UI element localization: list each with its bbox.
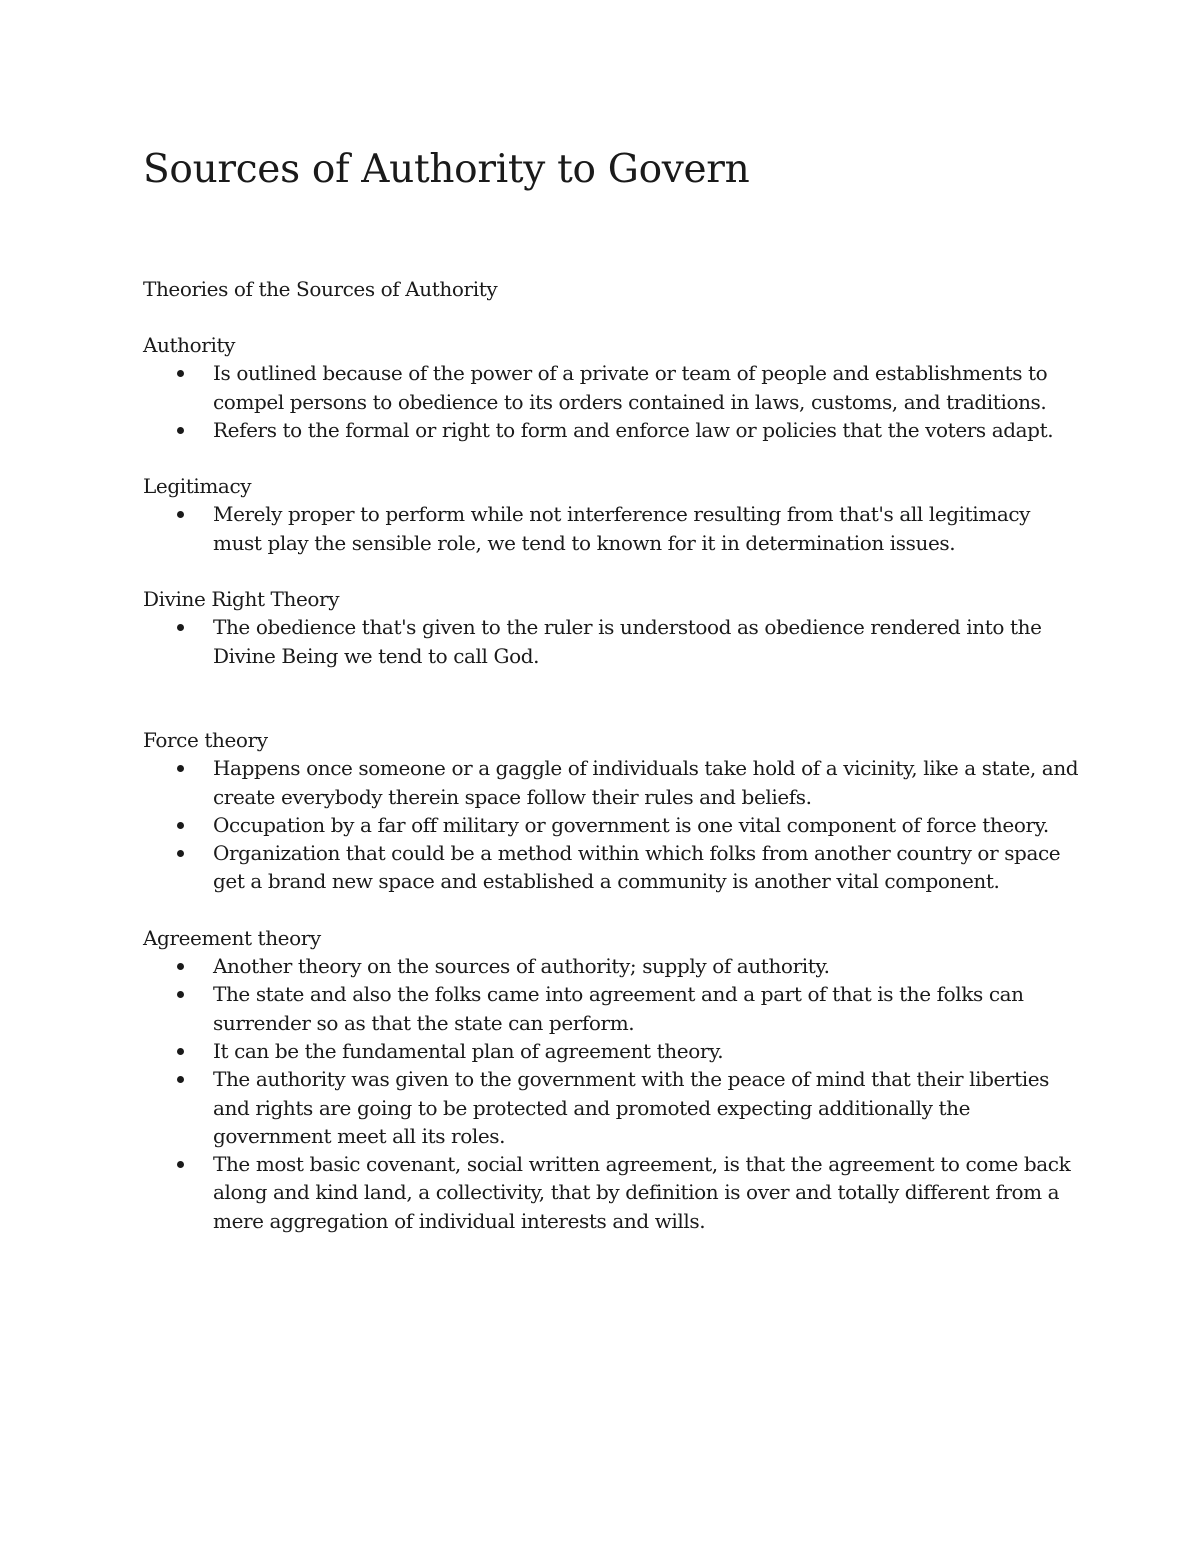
document-title: Sources of Authority to Govern <box>143 147 750 192</box>
bullet-item <box>143 416 1083 444</box>
bullet-item <box>143 811 1083 839</box>
bullet-text: The authority was given to the government with the peace of mind that their liberties and rights are going to be protected and promoted expecting additionally the government meet all its roles. <box>213 1067 1050 1148</box>
bullet-text: Happens once someone or a gaggle of individuals take hold of a vicinity, like a state, and create everybody therein space follow their rules and beliefs. <box>213 756 1079 809</box>
document-subtitle: Theories of the Sources of Authority <box>143 277 498 301</box>
section-heading: Force theory <box>143 727 268 752</box>
bullet-list <box>143 613 1083 670</box>
bullet-text: Refers to the formal or right to form and enforce law or policies that the voters adapt. <box>213 417 1054 442</box>
section-heading: Authority <box>143 333 235 357</box>
bullet-icon <box>177 991 184 998</box>
bullet-text: Occupation by a far off military or government is one vital component of force theory. <box>213 812 1049 837</box>
bullet-text: Another theory on the sources of authority; supply of authority. <box>213 954 830 979</box>
bullet-icon <box>177 822 184 829</box>
section-heading: Agreement theory <box>143 925 321 950</box>
bullet-item <box>143 1150 1083 1235</box>
bullet-list <box>143 359 1083 444</box>
bullet-list <box>143 500 1083 557</box>
bullet-icon <box>177 765 184 772</box>
bullet-item <box>143 500 1083 557</box>
section-heading: Divine Right Theory <box>143 587 340 612</box>
bullet-item <box>143 980 1083 1037</box>
bullet-icon <box>177 1161 184 1168</box>
bullet-text: Is outlined because of the power of a private or team of people and establishments to compel persons to obedience to its orders contained in laws, customs, and traditions. <box>213 361 1048 414</box>
bullet-list <box>143 952 1083 1235</box>
bullet-item <box>143 359 1083 416</box>
bullet-icon <box>177 850 184 857</box>
bullet-item <box>143 754 1083 811</box>
bullet-icon <box>177 963 184 970</box>
bullet-item <box>143 1037 1083 1065</box>
bullet-item <box>143 839 1083 896</box>
bullet-icon <box>177 1076 184 1083</box>
document-page <box>143 140 1083 1235</box>
bullet-text: It can be the fundamental plan of agreement theory. <box>213 1038 724 1063</box>
bullet-icon <box>177 1048 184 1055</box>
bullet-text: Organization that could be a method within which folks from another country or space get a brand new space and established a community is another vital component. <box>213 841 1061 894</box>
bullet-text: The state and also the folks came into agreement and a part of that is the folks can surrender so as that the state can perform. <box>213 982 1024 1035</box>
section-heading: Legitimacy <box>143 474 252 499</box>
bullet-text: The most basic covenant, social written agreement, is that the agreement to come back along and kind land, a collectivity, that by definition is over and totally different from a mere aggregation of individual interests and wills. <box>213 1152 1071 1233</box>
bullet-icon <box>177 511 184 518</box>
bullet-icon <box>177 370 184 377</box>
bullet-text: The obedience that's given to the ruler is understood as obedience rendered into the Divine Being we tend to call God. <box>213 615 1042 668</box>
bullet-icon <box>177 624 184 631</box>
bullet-text: Merely proper to perform while not interference resulting from that's all legitimacy must play the sensible role, we tend to known for it in determination issues. <box>213 502 1031 555</box>
section-divine-right-theory <box>143 585 1083 670</box>
bullet-item <box>143 613 1083 670</box>
section-agreement-theory <box>143 924 1083 1235</box>
section-authority <box>143 331 1083 444</box>
bullet-icon <box>177 427 184 434</box>
bullet-list <box>143 754 1083 895</box>
section-legitimacy <box>143 472 1083 557</box>
bullet-item <box>143 952 1083 980</box>
bullet-item <box>143 1065 1083 1150</box>
section-force-theory <box>143 726 1083 896</box>
